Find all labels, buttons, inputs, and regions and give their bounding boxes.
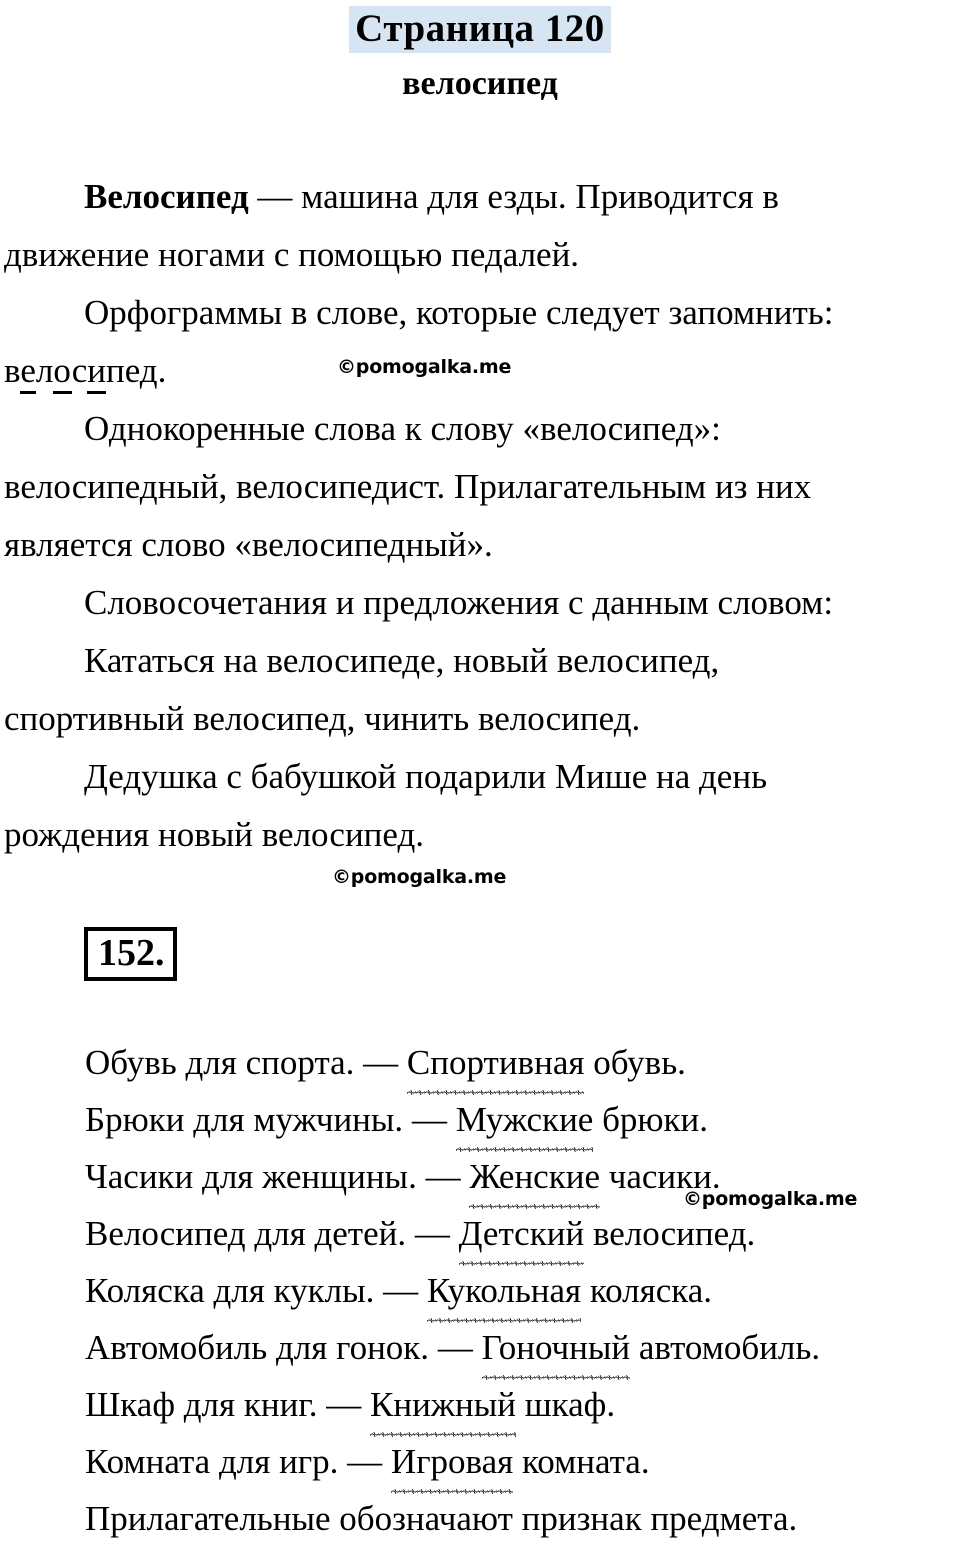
answer-adjective: Женские: [469, 1149, 600, 1206]
cognates-line-3: является слово «велосипедный».: [4, 525, 493, 564]
answer-prompt: Брюки для мужчины.: [85, 1100, 404, 1139]
watermark-3: ©pomogalka.me: [683, 1188, 858, 1210]
spelling-marked-letter-3: и: [87, 351, 106, 394]
answer-row: [85, 1377, 955, 1434]
answer-row: [85, 1035, 955, 1092]
spelling-seg-a: в: [4, 351, 21, 390]
answer-row: [85, 1320, 955, 1377]
answer-noun: комната.: [522, 1442, 650, 1481]
answer-prompt: Велосипед для детей.: [85, 1214, 407, 1253]
vocabulary-word-title: велосипед: [402, 65, 558, 102]
answer-adjective: Детский: [459, 1206, 585, 1263]
paragraph-spelling: [4, 284, 956, 400]
answer-dash: —: [414, 1214, 450, 1253]
watermark-1: ©pomogalka.me: [337, 356, 512, 378]
answer-noun: коляска.: [589, 1271, 713, 1310]
spelling-seg-c: с: [71, 351, 88, 390]
answer-row: [85, 1092, 955, 1149]
page-title: [0, 6, 960, 52]
answer-adjective: Кукольная: [427, 1263, 581, 1320]
exercise-answers-list: [85, 1035, 955, 1546]
phrases-line-3: спортивный велосипед, чинить велосипед.: [4, 699, 641, 738]
answer-adjective: Мужские: [456, 1092, 594, 1149]
phrases-line-1: Словосочетания и предложения с данным словом:: [84, 583, 834, 622]
spelling-seg-b: л: [35, 351, 54, 390]
answer-noun: велосипед.: [592, 1214, 756, 1253]
answer-adjective: Книжный: [370, 1377, 516, 1434]
answer-prompt: Автомобиль для гонок.: [85, 1328, 430, 1367]
cognates-line-2: велосипедный, велосипедист. Прилагательным из них: [4, 467, 812, 506]
answer-noun: обувь.: [593, 1043, 686, 1082]
sentence-line-1: Дедушка с бабушкой подарили Мише на день: [84, 757, 768, 796]
page-title-text: Страница 120: [349, 6, 611, 53]
answer-prompt: Обувь для спорта.: [85, 1043, 355, 1082]
sentence-line-2: рождения новый велосипед.: [4, 815, 425, 854]
definition-line-1: [4, 168, 956, 226]
answer-adjective: Гоночный: [482, 1320, 631, 1377]
spelling-line-1: Орфограммы в слове, которые следует запомнить:: [84, 293, 834, 332]
answer-prompt: Коляска для куклы.: [85, 1271, 375, 1310]
answer-dash: —: [326, 1385, 362, 1424]
answer-adjective: Спортивная: [407, 1035, 585, 1092]
answer-noun: автомобиль.: [638, 1328, 821, 1367]
definition-line-1-rest: — машина для езды. Приводится в: [248, 177, 779, 216]
phrases-line-2: Кататься на велосипеде, новый велосипед,: [84, 641, 720, 680]
answer-noun: брюки.: [602, 1100, 709, 1139]
spelling-marked-letter-1: е: [20, 351, 36, 394]
answer-row: [85, 1434, 955, 1491]
watermark-2: ©pomogalka.me: [332, 866, 507, 888]
answer-dash: —: [363, 1043, 399, 1082]
answer-prompt: Часики для женщины.: [85, 1157, 417, 1196]
spelling-seg-d: пед.: [106, 351, 167, 390]
answer-conclusion: Прилагательные обозначают признак предмета.: [85, 1499, 798, 1538]
answer-dash: —: [425, 1157, 461, 1196]
paragraph-definition: [4, 168, 956, 284]
answer-prompt: Комната для игр.: [85, 1442, 339, 1481]
definition-line-2: движение ногами с помощью педалей.: [4, 235, 580, 274]
exercise-number-box: 152.: [84, 927, 177, 981]
answer-prompt: Шкаф для книг.: [85, 1385, 318, 1424]
paragraph-sentence: [4, 748, 956, 864]
answer-noun: часики.: [608, 1157, 721, 1196]
paragraph-phrases: [4, 574, 956, 748]
answer-dash: —: [437, 1328, 473, 1367]
answer-row: [85, 1263, 955, 1320]
answer-noun: шкаф.: [524, 1385, 616, 1424]
answer-row: [85, 1206, 955, 1263]
answer-dash: —: [347, 1442, 383, 1481]
answer-adjective: Игровая: [391, 1434, 513, 1491]
paragraph-cognates: [4, 400, 956, 574]
cognates-line-1: Однокоренные слова к слову «велосипед»:: [84, 409, 721, 448]
answer-dash: —: [411, 1100, 447, 1139]
spelling-marked-letter-2: о: [53, 351, 71, 394]
answer-dash: —: [383, 1271, 419, 1310]
definition-headword: Велосипед: [84, 177, 249, 216]
